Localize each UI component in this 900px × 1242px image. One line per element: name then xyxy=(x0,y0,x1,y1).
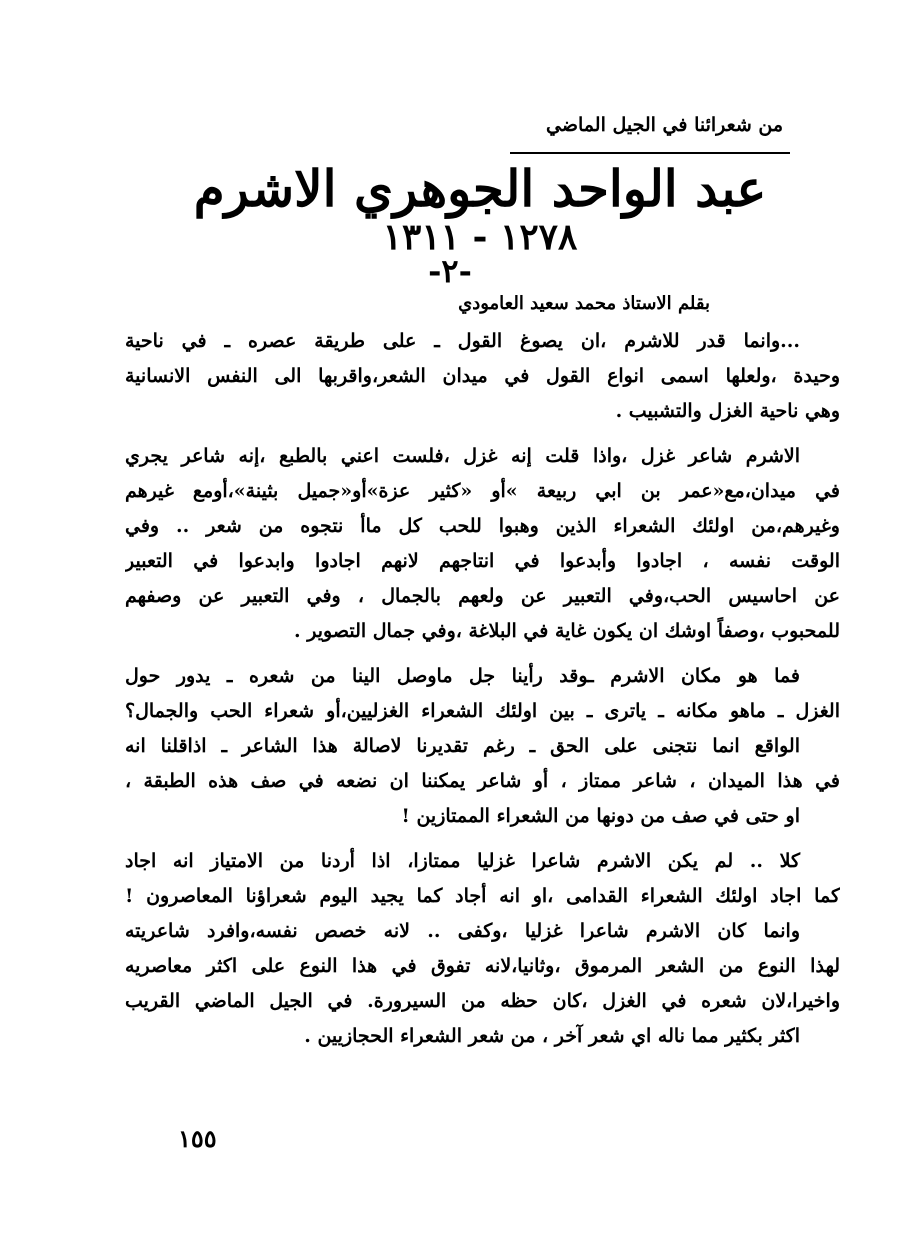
text-line: كلا .. لم يكن الاشرم شاعرا غزليا ممتازا، اذا أردنا من الامتياز انه اجاد xyxy=(125,850,800,872)
text-line: كما اجاد اولئك الشعراء القدامى ،او انه أجاد كما يجيد اليوم شعراؤنا المعاصرون ! xyxy=(125,885,840,907)
text-line: وحيدة ،ولعلها اسمى انواع القول في ميدان الشعر،واقربها الى النفس الانسانية xyxy=(125,365,840,387)
text-line: وانما كان الاشرم شاعرا غزليا ،وكفى .. لانه خصص نفسه،وافرد شاعريته xyxy=(125,920,800,942)
text-line: وهي ناحية الغزل والتشبيب . xyxy=(615,400,840,422)
text-line: ...وانما قدر للاشرم ،ان يصوغ القول ـ على طريقة عصره ـ في ناحية xyxy=(125,330,800,352)
text-line: الواقع انما نتجنى على الحق ـ رغم تقديرنا لاصالة هذا الشاعر ـ اذاقلنا انه xyxy=(125,735,800,757)
text-line: فما هو مكان الاشرم ـوقد رأينا جل ماوصل الينا من شعره ـ يدور حول xyxy=(125,665,800,687)
text-line: في هذا الميدان ، شاعر ممتاز ، أو شاعر يمكننا ان نضعه في صف هذه الطبقة ، xyxy=(125,770,840,792)
paragraph xyxy=(125,914,840,1054)
series-underline xyxy=(510,152,790,154)
text-line: في ميدان،مع«عمر بن ابي ربيعة »أو «كثير عزة»أو«جميل بثينة»،أومع غيرهم xyxy=(125,480,840,502)
text-line: وغيرهم،من اولئك الشعراء الذين وهبوا للحب كل ماأ نتجوه من شعر .. وفي xyxy=(125,515,840,537)
paragraph xyxy=(125,324,840,429)
article-body xyxy=(125,324,840,1054)
paragraph xyxy=(125,439,840,649)
text-line: اكثر بكثير مما ناله اي شعر آخر ، من شعر الشعراء الحجازيين . xyxy=(304,1025,800,1047)
text-line: او حتى في صف من دونها من الشعراء الممتازين ! xyxy=(401,805,800,827)
part-number: -٢- xyxy=(428,252,472,290)
text-line: الوقت نفسه ، اجادوا وأبدعوا في انتاجهم لانهم اجادوا وابدعوا في التعبير xyxy=(125,550,840,572)
text-line: الغزل ـ ماهو مكانه ـ ياترى ـ بين اولئك الشعراء الغزليين،أو شعراء الحب والجمال؟ xyxy=(125,700,840,722)
text-line: للمحبوب ،وصفاً اوشك ان يكون غاية في البلاغة ،وفي جمال التصوير . xyxy=(294,620,840,642)
article-title: عبد الواحد الجوهري الاشرم xyxy=(193,159,767,218)
text-line: واخيرا،لان شعره في الغزل ،كان حظه من السيرورة. في الجيل الماضي القريب xyxy=(125,990,840,1012)
paragraph xyxy=(125,844,840,914)
paragraph xyxy=(125,659,840,729)
paragraph xyxy=(125,729,840,834)
byline: بقلم الاستاذ محمد سعيد العامودي xyxy=(458,293,710,314)
life-years: ١٢٧٨ - ١٣١١ xyxy=(382,216,578,258)
page-number: ١٥٥ xyxy=(178,1124,217,1153)
text-line: لهذا النوع من الشعر المرموق ،وثانيا،لانه تفوق في هذا النوع على اكثر معاصريه xyxy=(125,955,840,977)
series-heading: من شعرائنا في الجيل الماضي xyxy=(546,114,783,136)
text-line: الاشرم شاعر غزل ،واذا قلت إنه غزل ،فلست اعني بالطبع ،إنه شاعر يجري xyxy=(125,445,800,467)
text-line: عن احاسيس الحب،وفي التعبير عن ولعهم بالجمال ، وفي التعبير عن وصفهم xyxy=(125,585,840,607)
